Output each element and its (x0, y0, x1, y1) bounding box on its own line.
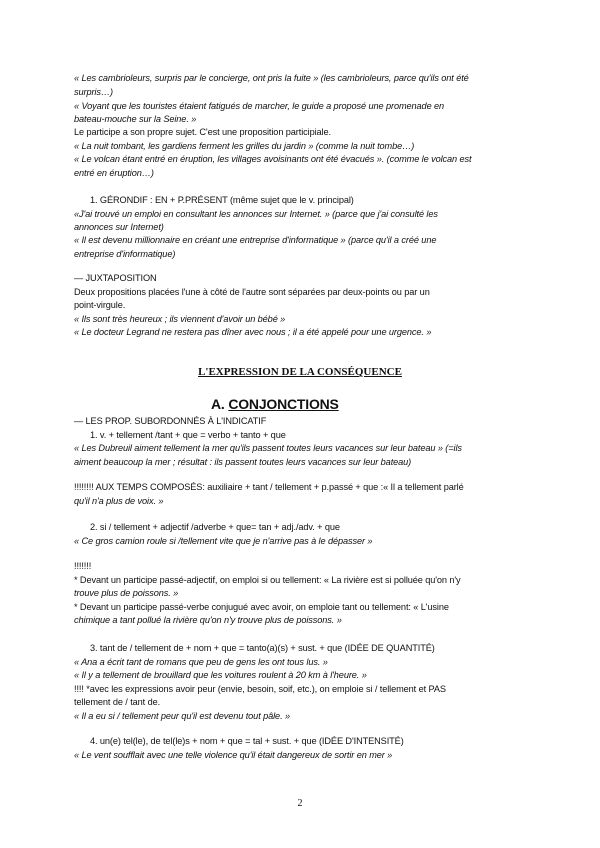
text-line: !!!!!!! (74, 561, 92, 571)
text-line: «J'ai trouvé un emploi en consultant les annonces sur Internet. » (parce que j'ai consulté les (74, 209, 438, 219)
text-line: Deux propositions placées l'une à côté de l'autre sont séparées par deux-points ou par un (74, 287, 430, 297)
text-line: « Il a eu si / tellement peur qu'il est devenu tout pâle. » (74, 711, 290, 721)
subheading: — JUXTAPOSITION (74, 273, 157, 283)
list-heading: 1. v. + tellement /tant + que = verbo + tanto + que (90, 430, 286, 440)
text-line: « Il y a tellement de brouillard que les voitures roulent à 20 km à l'heure. » (74, 670, 367, 680)
text-line: « Les cambrioleurs, surpris par le concierge, ont pris la fuite » (les cambrioleurs, parce qu'ils ont été (74, 73, 469, 83)
text-line: « La nuit tombant, les gardiens ferment les grilles du jardin » (comme la nuit tombe…) (74, 141, 415, 151)
subheading: — LES PROP. SUBORDONNÉS À L'INDICATIF (74, 416, 267, 426)
text-line: « Voyant que les touristes étaient fatigués de marcher, le guide a proposé une promenade en (74, 101, 445, 111)
text-line: « Le vent soufflait avec une telle violence qu'il était dangereux de sortir en mer » (74, 750, 393, 760)
text-line: * Devant un participe passé-adjectif, on emploi si ou tellement: « La rivière est si polluée qu'on n'y (74, 575, 461, 585)
list-heading: 3. tant de / tellement de + nom + que = tanto(a)(s) + sust. + que (IDÉE DE QUANTITÉ) (90, 643, 435, 653)
list-heading: 4. un(e) tel(le), de tel(le)s + nom + que = tal + sust. + que (IDÉE D'INTENSITÉ) (90, 736, 404, 746)
text-line: chimique a tant pollué la rivière qu'on n'y trouve plus de poissons. » (74, 615, 342, 625)
text-line: annonces sur Internet) (74, 222, 164, 232)
text-line: entré en éruption…) (74, 168, 154, 178)
list-heading: 1. GÉRONDIF : EN + P.PRÉSENT (même sujet que le v. principal) (90, 195, 354, 205)
text-line: Le participe a son propre sujet. C'est une proposition participiale. (74, 127, 331, 137)
section-letter: A. (211, 396, 225, 412)
section-label: CONJONCTIONS (228, 396, 339, 412)
text-line: « Ana a écrit tant de romans que peu de gens les ont tous lus. » (74, 657, 328, 667)
text-line: surpris…) (74, 87, 113, 97)
text-line: trouve plus de poissons. » (74, 588, 179, 598)
text-line: !!!! *avec les expressions avoir peur (envie, besoin, soif, etc.), on emploie si / tellement et PAS (74, 684, 446, 694)
text-line: « Les Dubreuil aiment tellement la mer qu'ils passent toutes leurs vacances sur leur bateau » (=ils (74, 443, 462, 453)
text-line: « Le docteur Legrand ne restera pas dîner avec nous ; il a été appelé pour une urgence. » (74, 327, 432, 337)
text-line: « Le volcan étant entré en éruption, les villages avoisinants ont été évacués ». (comme le volcan est (74, 154, 472, 164)
text-line: « Ce gros camion roule si /tellement vite que je n'arrive pas à le dépasser » (74, 536, 373, 546)
text-line: qu'il n'a plus de voix. » (74, 496, 164, 506)
section-title: L'EXPRESSION DE LA CONSÉQUENCE (198, 366, 402, 378)
page-number: 2 (297, 798, 303, 809)
text-line: « Il est devenu millionnaire en créant une entreprise d'informatique » (parce qu'il a créé une (74, 235, 437, 245)
text-line: entreprise d'informatique) (74, 249, 176, 259)
text-line: aiment beaucoup la mer ; résultat : ils passent toutes leurs vacances sur leur bateau) (74, 457, 412, 467)
text-line: * Devant un participe passé-verbe conjugué avec avoir, on emploie tant ou tellement: « L'usine (74, 602, 449, 612)
text-line: point-virgule. (74, 300, 126, 310)
text-line: tellement de / tant de. (74, 697, 161, 707)
section-heading (211, 396, 339, 412)
list-heading: 2. si / tellement + adjectif /adverbe + que= tan + adj./adv. + que (90, 522, 340, 532)
text-line: « Ils sont très heureux ; ils viennent d'avoir un bébé » (74, 314, 286, 324)
text-line: bateau-mouche sur la Seine. » (74, 114, 197, 124)
text-line: !!!!!!!! AUX TEMPS COMPOSÉS: auxiliaire + tant / tellement + p.passé + que :« Il a tellement parlé (74, 482, 464, 492)
